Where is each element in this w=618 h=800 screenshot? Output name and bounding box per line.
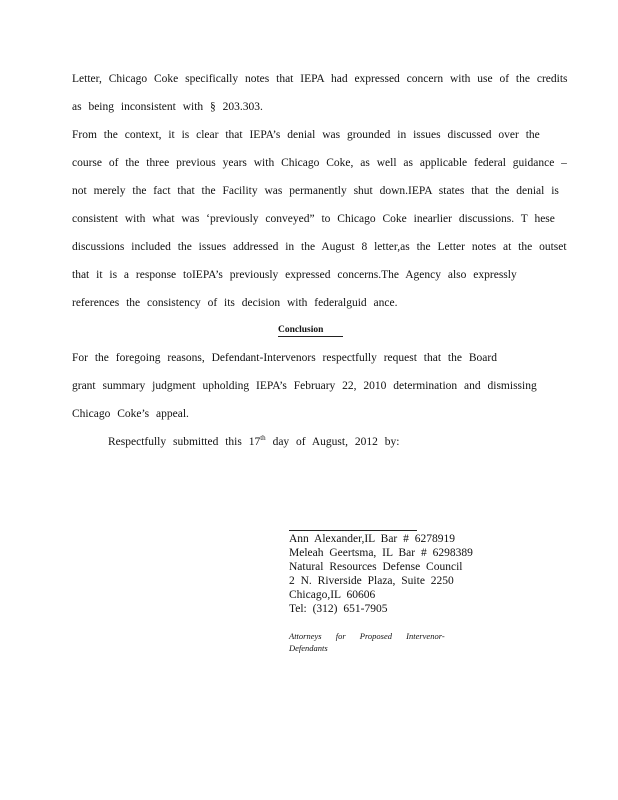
- attorney-role: Attorneys for Proposed Intervenor-Defendants: [289, 631, 445, 653]
- submission-line: [108, 435, 568, 449]
- date-superscript: th: [260, 434, 266, 443]
- submission-suffix: day of August, 2012 by:: [265, 436, 400, 448]
- signature-line: Natural Resources Defense Council: [289, 561, 463, 573]
- submission-prefix: Respectfully submitted this 17: [108, 436, 261, 448]
- signature-line: 2 N. Riverside Plaza, Suite 2250: [289, 575, 454, 587]
- body-line: discussions included the issues addressed in the August 8 letter,as the Letter notes at the outset: [72, 241, 567, 253]
- body-line: consistent with what was ‘previously conveyed” to Chicago Coke inearlier discussions. T hese: [72, 213, 555, 225]
- body-line: course of the three previous years with Chicago Coke, as well as applicable federal guidance –: [72, 157, 567, 169]
- signature-line: Tel: (312) 651-7905: [289, 603, 388, 615]
- body-line: From the context, it is clear that IEPA’s denial was grounded in issues discussed over the: [72, 129, 540, 141]
- body-line: Letter, Chicago Coke specifically notes that IEPA had expressed concern with use of the credits: [72, 73, 568, 85]
- section-heading: Conclusion: [278, 325, 343, 337]
- body-line: that it is a response toIEPA’s previously expressed concerns.The Agency also expressly: [72, 269, 517, 281]
- signature-line: Meleah Geertsma, IL Bar # 6298389: [289, 547, 473, 559]
- conclusion-line: grant summary judgment upholding IEPA’s February 22, 2010 determination and dismissing: [72, 380, 537, 392]
- body-line: references the consistency of its decision with federalguid ance.: [72, 297, 398, 309]
- conclusion-line: For the foregoing reasons, Defendant-Intervenors respectfully request that the Board: [72, 352, 497, 364]
- signature-rule: [289, 530, 417, 531]
- body-line: not merely the fact that the Facility was permanently shut down.IEPA states that the denial is: [72, 185, 559, 197]
- body-line: as being inconsistent with § 203.303.: [72, 101, 263, 113]
- signature-line: Ann Alexander,IL Bar # 6278919: [289, 533, 456, 545]
- signature-line: Chicago,IL 60606: [289, 589, 376, 601]
- conclusion-line: Chicago Coke’s appeal.: [72, 408, 189, 420]
